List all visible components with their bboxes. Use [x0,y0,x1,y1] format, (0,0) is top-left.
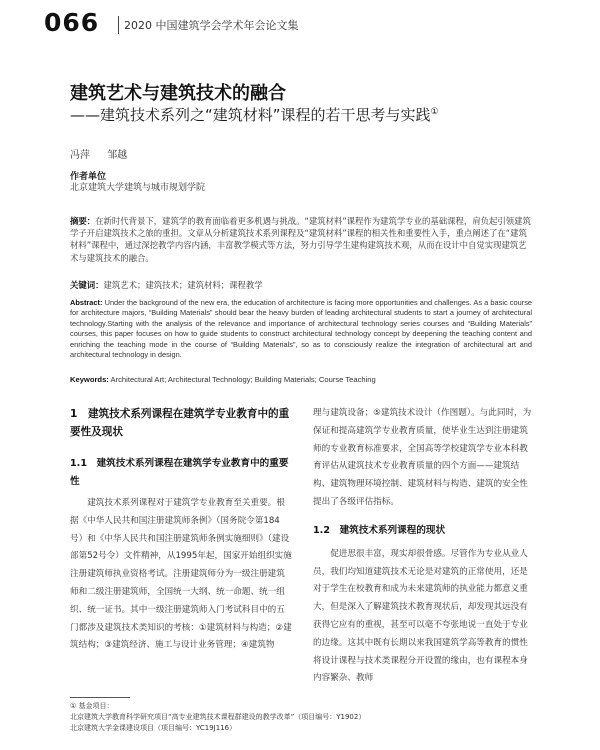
section-1-heading: 1 建筑技术系列课程在建筑学专业教育中的重要性及现状 [70,408,290,438]
header-divider [118,16,119,34]
abstract-cn-label: 摘要： [70,216,96,226]
abstract-cn-text: 在新时代背景下，建筑学的教育面临着更多机遇与挑战。“建筑材料”课程作为建筑学专业的基础课程，肩负起引领建筑学子开启建筑技术之旅的重担。文章从分析建筑技术系列课程及“建筑材料”课程的相关性和重要性入手，重点阐述了在“建筑材料”课程中，通过深挖教学内容内涵，丰富教学模式等方法，努力引导学生建构建筑技术观，从而在设计中自觉实现建筑艺术与建筑技术的融合。 [70,216,531,263]
footnote-rule [70,697,130,698]
section-1-2-heading: 1.2 建筑技术系列课程的现状 [313,524,446,536]
affiliation-text: 北京建筑大学建筑与城市规划学院 [70,183,206,193]
running-head: 2020 中国建筑学会学术年会论文集 [124,19,299,32]
paper-subtitle [70,104,439,125]
body-column-left [70,405,292,655]
author-name: 冯萍 [70,150,90,161]
page-number: 066 [44,8,100,37]
abstract-chinese [70,215,532,264]
section-1-1-paragraph: 建筑技术系列课程对于建筑学专业教育至关重要。根据《中华人民共和国注册建筑师条例》（国务院令第184号）和《中华人民共和国注册建筑师条例实施细则》（建设部第52号令）文件精神，从1995年起，国家开始组织实施注册建筑师执业资格考试。注册建筑师分为一级注册建筑师和二级注册建筑师，全国统一大纲、统一命题、统一组织、统一证书。其中一级注册建筑师入门考试科目中的五门都涉及建筑技术类知识的考核：①建筑材料与构造；②建筑结构；③建筑经济、施工与设计业务管理；④建筑物 [70,498,292,651]
body-column-right [313,405,535,688]
continued-paragraph: 理与建筑设备；⑤建筑技术设计（作图题）。与此同时，为保证和提高建筑学专业教育质量，使毕业生达到注册建筑师的专业教育标准要求，全国高等学校建筑学专业本科教育评估从建筑技术专业教育质量的四个方面——建筑结构、建筑物理环境控制、建筑材料与构造、建筑的安全性提出了各级评估指标。 [313,408,532,507]
abstract-en-label: Abstract: [70,298,103,307]
authors [70,146,141,161]
keywords-chinese [70,279,532,291]
abstract-english [70,298,532,360]
keywords-english [70,375,532,384]
keywords-en-text: Architectural Art; Architectural Technology; Building Materials; Course Teaching [110,375,376,384]
author-name: 邹越 [107,150,128,161]
title-footnote-marker: ① [430,107,439,117]
footnote-label: ① 基金项目： [70,702,114,710]
footnote-line: 北京建筑大学教育科学研究项目“高专业建筑技术课程群建设的教学改革”（项目编号：Y1902） [70,713,366,721]
footnote-line: 北京建筑大学金课建设项目（项目编号：YC19J116） [70,724,237,732]
affiliation-label: 作者单位 [70,172,107,182]
paper-title: 建筑艺术与建筑技术的融合 [70,83,286,104]
subtitle-text: ——建筑技术系列之“建筑材料”课程的若干思考与实践 [70,106,431,124]
keywords-en-label: Keywords: [70,375,109,384]
section-1-1-heading: 1.1 建筑技术系列课程在建筑学专业教育中的重要性 [70,458,289,487]
abstract-en-text: Under the background of the new era, the education of architecture is facing more opportunities and challenges. As a basic course for architecture majors, “Building Materials” should bear the heavy burden of leading architectural students to start a journey of architectural technology.Starting with the analysis of the relevance and importance of architectural technology series courses and “Building Materials” courses, this paper focuses on how to guide students to construct architectural technology concept by deepening the teaching content and enriching the teaching mode in the course of “Building Materials”, so as to consciously realize the integration of architectural art and architectural technology in design. [70,298,532,360]
keywords-cn-label: 关键词： [70,280,104,290]
keywords-cn-text: 建筑艺术；建筑技术；建筑材料；课程教学 [103,280,263,290]
section-1-2-paragraph: 促进思很丰富，现实却很骨感。尽管作为专业从业人员，我们均知道建筑技术无论是对建筑的正常使用，还是对于学生在校教育和成为未来建筑师的执业能力都意义重大，但是深入了解建筑技术教育现状后，却发现其远没有获得它应有的重视，甚至可以毫不夸张地说一直处于专业的边缘。这其中既有长期以来我国建筑学高等教育的惯性将设计课程与技术类课程分开设置的缘由，也有课程本身内容繁杂、教师 [313,548,528,684]
